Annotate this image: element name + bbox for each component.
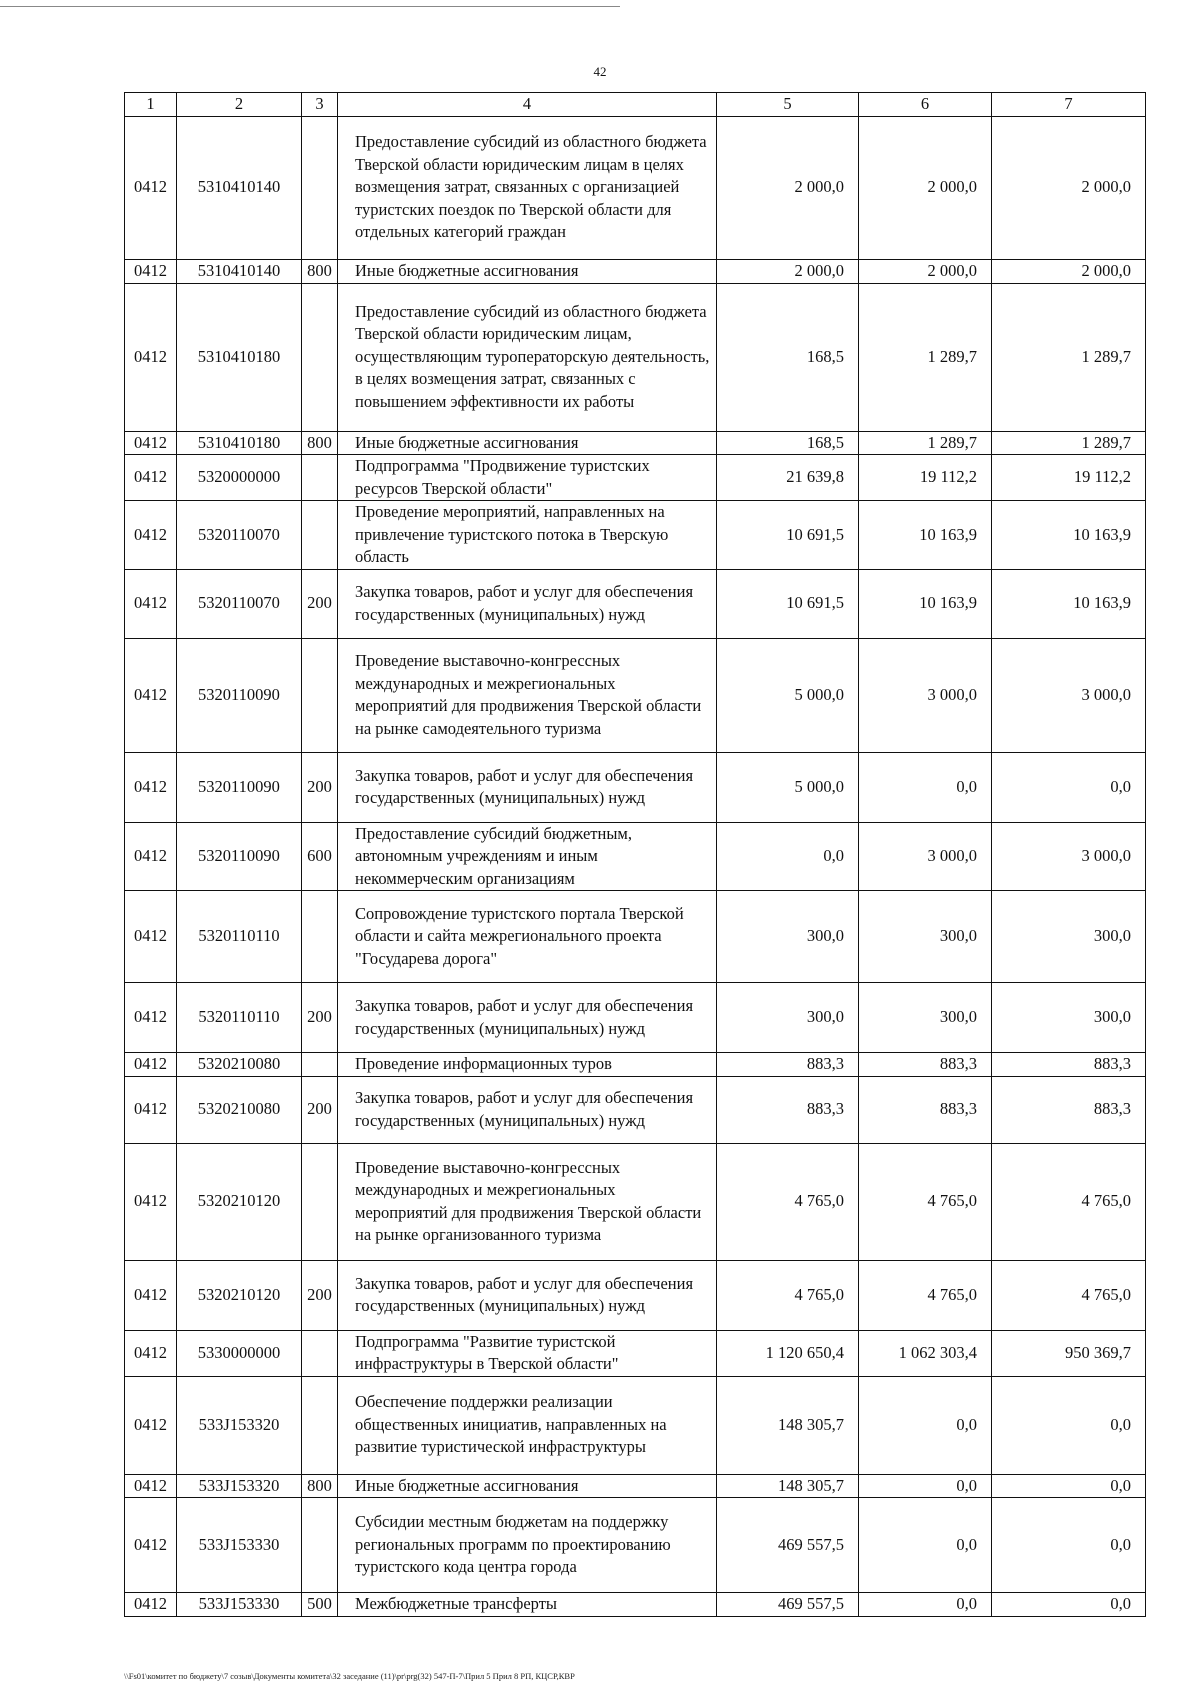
target-code-cell: 5320110090 [177,822,302,891]
amount-year1-cell: 300,0 [717,891,859,983]
amount-year2-cell: 2 000,0 [859,116,992,259]
footer-file-path: \\Fs01\комитет по бюджету\7 созыв\Документы комитета\32 заседание (11)\pr\prg(32) 547-П-7\Прил 5 Прил 8 РП, КЦСР,КВР [124,1671,575,1681]
table-row [125,638,1146,752]
amount-year3-cell: 0,0 [992,1498,1146,1593]
item-name-cell: Сопровождение туристского портала Тверской области и сайта межрегионального проекта "Государева дорога" [338,891,717,983]
amount-year3-cell: 950 369,7 [992,1330,1146,1376]
amount-year3-cell: 1 289,7 [992,283,1146,431]
item-name-cell: Подпрограмма "Продвижение туристских ресурсов Тверской области" [338,455,717,501]
amount-year1-cell: 5 000,0 [717,638,859,752]
target-code-cell: 5310410140 [177,116,302,259]
section-cell: 0412 [125,638,177,752]
section-cell: 0412 [125,1376,177,1474]
expense-type-cell [302,1498,338,1593]
item-name-cell: Закупка товаров, работ и услуг для обеспечения государственных (муниципальных) нужд [338,1076,717,1143]
expense-type-cell: 200 [302,569,338,638]
amount-year2-cell: 0,0 [859,1474,992,1498]
amount-year2-cell: 10 163,9 [859,501,992,570]
target-code-cell: 533J153330 [177,1593,302,1617]
amount-year1-cell: 2 000,0 [717,259,859,283]
amount-year3-cell: 300,0 [992,983,1146,1053]
amount-year3-cell: 2 000,0 [992,259,1146,283]
expense-type-cell [302,501,338,570]
column-number: 5 [717,93,859,117]
expense-type-cell [302,116,338,259]
amount-year1-cell: 1 120 650,4 [717,1330,859,1376]
target-code-cell: 5320210080 [177,1076,302,1143]
section-cell: 0412 [125,983,177,1053]
amount-year1-cell: 148 305,7 [717,1474,859,1498]
target-code-cell: 5320110070 [177,569,302,638]
amount-year1-cell: 883,3 [717,1053,859,1077]
amount-year1-cell: 168,5 [717,283,859,431]
amount-year1-cell: 469 557,5 [717,1498,859,1593]
amount-year1-cell: 5 000,0 [717,752,859,822]
amount-year1-cell: 4 765,0 [717,1260,859,1330]
amount-year2-cell: 0,0 [859,1498,992,1593]
amount-year1-cell: 469 557,5 [717,1593,859,1617]
amount-year2-cell: 0,0 [859,1593,992,1617]
target-code-cell: 5330000000 [177,1330,302,1376]
scan-edge-line [0,6,620,7]
amount-year1-cell: 4 765,0 [717,1143,859,1260]
table-row [125,501,1146,570]
amount-year3-cell: 0,0 [992,1593,1146,1617]
amount-year1-cell: 10 691,5 [717,501,859,570]
item-name-cell: Субсидии местным бюджетам на поддержку региональных программ по проектированию туристского кода центра города [338,1498,717,1593]
amount-year3-cell: 883,3 [992,1053,1146,1077]
expense-type-cell: 800 [302,431,338,455]
amount-year2-cell: 1 289,7 [859,431,992,455]
target-code-cell: 5320210120 [177,1260,302,1330]
amount-year3-cell: 883,3 [992,1076,1146,1143]
table-body [125,116,1146,1617]
item-name-cell: Предоставление субсидий из областного бюджета Тверской области юридическим лицам в целях возмещения затрат, связанных с организацией туристских поездок по Тверской области для отдельных категорий граждан [338,116,717,259]
expense-type-cell: 500 [302,1593,338,1617]
item-name-cell: Иные бюджетные ассигнования [338,259,717,283]
target-code-cell: 533J153320 [177,1376,302,1474]
expense-type-cell [302,1143,338,1260]
target-code-cell: 5310410180 [177,431,302,455]
amount-year3-cell: 10 163,9 [992,569,1146,638]
target-code-cell: 5310410180 [177,283,302,431]
target-code-cell: 5320000000 [177,455,302,501]
section-cell: 0412 [125,116,177,259]
section-cell: 0412 [125,259,177,283]
amount-year1-cell: 300,0 [717,983,859,1053]
amount-year2-cell: 1 062 303,4 [859,1330,992,1376]
table-row [125,1330,1146,1376]
amount-year1-cell: 168,5 [717,431,859,455]
item-name-cell: Закупка товаров, работ и услуг для обеспечения государственных (муниципальных) нужд [338,569,717,638]
amount-year3-cell: 3 000,0 [992,638,1146,752]
amount-year3-cell: 0,0 [992,752,1146,822]
amount-year2-cell: 4 765,0 [859,1143,992,1260]
amount-year3-cell: 0,0 [992,1474,1146,1498]
item-name-cell: Подпрограмма "Развитие туристской инфраструктуры в Тверской области" [338,1330,717,1376]
column-number: 6 [859,93,992,117]
expense-type-cell [302,1053,338,1077]
section-cell: 0412 [125,1593,177,1617]
amount-year3-cell: 19 112,2 [992,455,1146,501]
amount-year3-cell: 0,0 [992,1376,1146,1474]
table-row [125,1143,1146,1260]
expense-type-cell: 800 [302,259,338,283]
section-cell: 0412 [125,1498,177,1593]
expense-type-cell: 200 [302,1076,338,1143]
column-number-row [125,93,1146,117]
section-cell: 0412 [125,822,177,891]
amount-year2-cell: 300,0 [859,891,992,983]
section-cell: 0412 [125,569,177,638]
amount-year2-cell: 883,3 [859,1053,992,1077]
section-cell: 0412 [125,1330,177,1376]
column-number: 2 [177,93,302,117]
table-row [125,1260,1146,1330]
amount-year2-cell: 0,0 [859,1376,992,1474]
target-code-cell: 5310410140 [177,259,302,283]
amount-year3-cell: 3 000,0 [992,822,1146,891]
expense-type-cell [302,455,338,501]
expense-type-cell [302,1376,338,1474]
section-cell: 0412 [125,431,177,455]
expense-type-cell [302,283,338,431]
target-code-cell: 5320110090 [177,752,302,822]
table-row [125,1593,1146,1617]
table-header [125,93,1146,117]
item-name-cell: Проведение мероприятий, направленных на привлечение туристского потока в Тверскую область [338,501,717,570]
amount-year2-cell: 0,0 [859,752,992,822]
target-code-cell: 5320210080 [177,1053,302,1077]
section-cell: 0412 [125,752,177,822]
column-number: 4 [338,93,717,117]
amount-year2-cell: 1 289,7 [859,283,992,431]
table-row [125,431,1146,455]
table-row [125,283,1146,431]
table-row [125,259,1146,283]
target-code-cell: 5320110070 [177,501,302,570]
amount-year2-cell: 2 000,0 [859,259,992,283]
amount-year3-cell: 1 289,7 [992,431,1146,455]
section-cell: 0412 [125,1474,177,1498]
target-code-cell: 5320110090 [177,638,302,752]
section-cell: 0412 [125,455,177,501]
section-cell: 0412 [125,1260,177,1330]
item-name-cell: Закупка товаров, работ и услуг для обеспечения государственных (муниципальных) нужд [338,983,717,1053]
amount-year1-cell: 148 305,7 [717,1376,859,1474]
amount-year2-cell: 883,3 [859,1076,992,1143]
table-row [125,1376,1146,1474]
item-name-cell: Иные бюджетные ассигнования [338,431,717,455]
target-code-cell: 5320110110 [177,983,302,1053]
amount-year2-cell: 10 163,9 [859,569,992,638]
amount-year3-cell: 300,0 [992,891,1146,983]
page-number: 42 [593,64,607,79]
section-cell: 0412 [125,1143,177,1260]
expense-type-cell [302,1330,338,1376]
table-row [125,1474,1146,1498]
target-code-cell: 5320210120 [177,1143,302,1260]
item-name-cell: Проведение выставочно-конгрессных международных и межрегиональных мероприятий для продвижения Тверской области на рынке организованного туризма [338,1143,717,1260]
table-row [125,1053,1146,1077]
amount-year3-cell: 4 765,0 [992,1260,1146,1330]
amount-year2-cell: 19 112,2 [859,455,992,501]
amount-year2-cell: 4 765,0 [859,1260,992,1330]
amount-year1-cell: 10 691,5 [717,569,859,638]
amount-year1-cell: 883,3 [717,1076,859,1143]
amount-year1-cell: 2 000,0 [717,116,859,259]
expense-type-cell [302,638,338,752]
table-row [125,752,1146,822]
expense-type-cell: 200 [302,983,338,1053]
amount-year2-cell: 3 000,0 [859,822,992,891]
item-name-cell: Иные бюджетные ассигнования [338,1474,717,1498]
item-name-cell: Закупка товаров, работ и услуг для обеспечения государственных (муниципальных) нужд [338,752,717,822]
amount-year2-cell: 3 000,0 [859,638,992,752]
item-name-cell: Межбюджетные трансферты [338,1593,717,1617]
column-number: 3 [302,93,338,117]
item-name-cell: Обеспечение поддержки реализации общественных инициатив, направленных на развитие туристической инфраструктуры [338,1376,717,1474]
table-row [125,569,1146,638]
amount-year3-cell: 2 000,0 [992,116,1146,259]
amount-year3-cell: 4 765,0 [992,1143,1146,1260]
section-cell: 0412 [125,283,177,431]
table-row [125,1076,1146,1143]
item-name-cell: Предоставление субсидий из областного бюджета Тверской области юридическим лицам, осуществляющим туроператорскую деятельность, в целях возмещения затрат, связанных с повышением эффективности их работы [338,283,717,431]
target-code-cell: 5320110110 [177,891,302,983]
target-code-cell: 533J153320 [177,1474,302,1498]
section-cell: 0412 [125,501,177,570]
item-name-cell: Закупка товаров, работ и услуг для обеспечения государственных (муниципальных) нужд [338,1260,717,1330]
table-row [125,455,1146,501]
section-cell: 0412 [125,1076,177,1143]
table-row [125,116,1146,259]
target-code-cell: 533J153330 [177,1498,302,1593]
table-row [125,822,1146,891]
table-row [125,1498,1146,1593]
amount-year2-cell: 300,0 [859,983,992,1053]
table-row [125,983,1146,1053]
section-cell: 0412 [125,1053,177,1077]
amount-year1-cell: 0,0 [717,822,859,891]
amount-year3-cell: 10 163,9 [992,501,1146,570]
item-name-cell: Проведение выставочно-конгрессных международных и межрегиональных мероприятий для продвижения Тверской области на рынке самодеятельного туризма [338,638,717,752]
item-name-cell: Предоставление субсидий бюджетным, автономным учреждениям и иным некоммерческим организациям [338,822,717,891]
section-cell: 0412 [125,891,177,983]
expense-type-cell [302,891,338,983]
item-name-cell: Проведение информационных туров [338,1053,717,1077]
amount-year1-cell: 21 639,8 [717,455,859,501]
table-row [125,891,1146,983]
expense-type-cell: 200 [302,752,338,822]
budget-table [124,92,1146,1617]
column-number: 7 [992,93,1146,117]
column-number: 1 [125,93,177,117]
expense-type-cell: 200 [302,1260,338,1330]
expense-type-cell: 600 [302,822,338,891]
expense-type-cell: 800 [302,1474,338,1498]
